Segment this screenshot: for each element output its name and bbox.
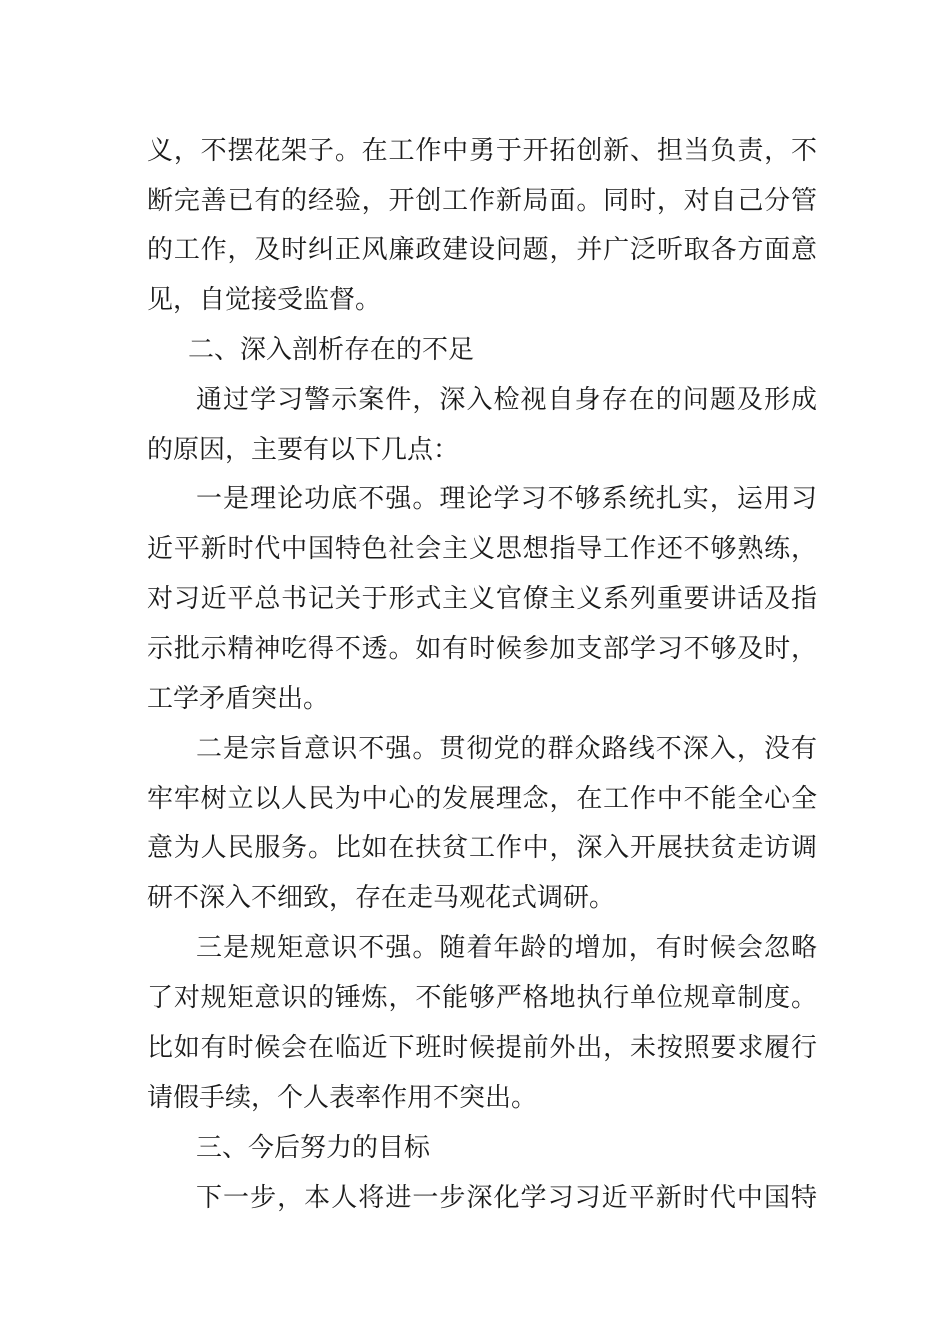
paragraph-line: 牢牢树立以人民为中心的发展理念，在工作中不能全心全: [147, 784, 817, 814]
paragraph-line: 研不深入不细致，存在走马观花式调研。: [147, 883, 616, 913]
paragraph-line: 了对规矩意识的锤炼，不能够严格地执行单位规章制度。: [147, 983, 817, 1013]
paragraph-line: 的工作，及时纠正风廉政建设问题，并广泛听取各方面意: [147, 235, 817, 265]
section-heading: 三、今后努力的目标: [196, 1133, 431, 1163]
paragraph-line: 二是宗旨意识不强。贯彻党的群众路线不深入，没有: [196, 734, 817, 764]
paragraph-line: 义，不摆花架子。在工作中勇于开拓创新、担当负责，不: [147, 136, 817, 166]
paragraph-line: 近平新时代中国特色社会主义思想指导工作还不够熟练，: [147, 534, 817, 564]
paragraph-line: 三是规矩意识不强。随着年龄的增加，有时候会忽略: [196, 933, 817, 963]
paragraph-line: 工学矛盾突出。: [147, 684, 330, 714]
paragraph-line: 示批示精神吃得不透。如有时候参加支部学习不够及时，: [147, 634, 817, 664]
paragraph-line: 请假手续，个人表率作用不突出。: [147, 1083, 538, 1113]
paragraph-line: 意为人民服务。比如在扶贫工作中，深入开展扶贫走访调: [147, 833, 817, 863]
paragraph-line: 的原因，主要有以下几点：: [147, 435, 460, 465]
section-heading: 二、深入剖析存在的不足: [188, 335, 475, 365]
paragraph-line: 断完善已有的经验，开创工作新局面。同时，对自己分管: [147, 186, 817, 216]
paragraph-line: 通过学习警示案件，深入检视自身存在的问题及形成: [196, 385, 817, 415]
paragraph-line: 一是理论功底不强。理论学习不够系统扎实，运用习: [196, 484, 817, 514]
paragraph-line: 对习近平总书记关于形式主义官僚主义系列重要讲话及指: [147, 584, 817, 614]
paragraph-line: 下一步，本人将进一步深化学习习近平新时代中国特: [196, 1183, 817, 1213]
paragraph-line: 见，自觉接受监督。: [147, 285, 382, 315]
paragraph-line: 比如有时候会在临近下班时候提前外出，未按照要求履行: [147, 1033, 817, 1063]
